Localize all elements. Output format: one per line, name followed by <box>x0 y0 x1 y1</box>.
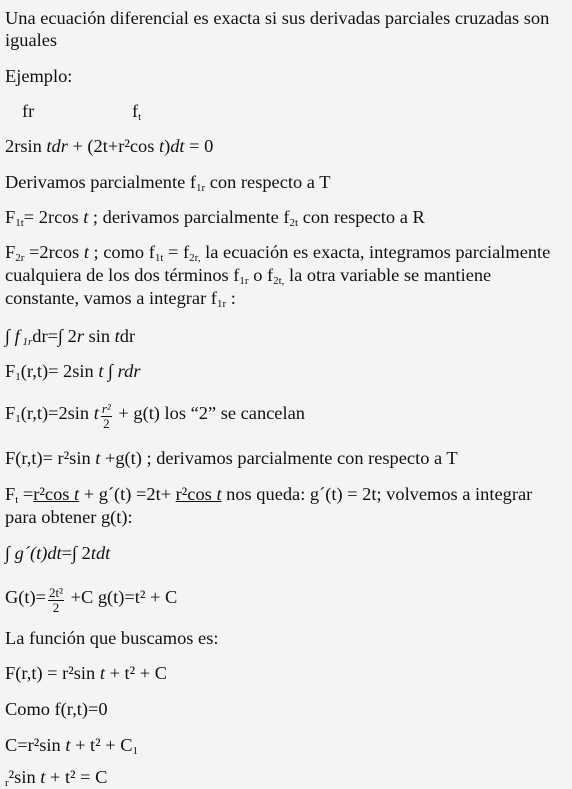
label-fr: fr <box>22 101 35 121</box>
line-derivamos-f1r: Derivamos parcialmente $f_{1r}$ con respecto a T <box>5 172 331 194</box>
line-final-equation: $_r$²sin t + t² = C <box>5 767 108 789</box>
paragraph-Ft: $F_t =r^2\cos$ t + g´(t) =2t+ r²cos t nos queda: g´(t) = 2t; volvemos a integrar para obtener g(t): <box>5 484 533 527</box>
line-Frt: F(r,t)= r²sin t +g(t) ; derivamos parcialmente con respecto a T <box>5 448 458 468</box>
integral-g: ∫ g´(t)dt=∫ 2tdt <box>5 543 111 563</box>
line-F-final: F(r,t) = r²sin t + t² + C <box>5 663 167 683</box>
integral-f1r: ∫ f $_{1r}$dr=∫ 2r sin tdr <box>5 326 136 348</box>
paragraph-f2r: $F_{2r} =2rcos$ t ; como $f_{1t} = f_{2r,}$ la ecuación es exacta, integramos parcialmente cualquiera de los dos términos $f_{1r}$ o $f_{2t,}$ la otra variable se mantiene constante, vamos a integrar $f_{1r}$ : <box>5 242 551 310</box>
ejemplo-heading: Ejemplo: <box>5 66 73 86</box>
label-ft: $f_t$ <box>132 101 142 123</box>
equation-main: 2rsin tdr + (2t+r²cos t)dt = 0 <box>5 136 214 156</box>
line-F1-integral: $F_1(r,t)= 2\sin$ t ∫ rdr <box>5 361 141 383</box>
paragraph-intro: Una ecuación diferencial es exacta si sus derivadas parciales cruzadas son iguales <box>5 8 550 50</box>
line-C: C=r²sin $t + t^2 + C_1$ <box>5 735 138 757</box>
line-Gt: G(t)= $\frac{\text{2t²}}{2}$ +C g(t)=t² + C <box>5 585 178 615</box>
line-funcion: La función que buscamos es: <box>5 628 219 648</box>
line-F1-result: $F_1(r,t)=2\sin$ t $\frac{\text{r²}}{2}$ + g(t) los “2” se cancelan <box>5 401 305 431</box>
line-f1t: $F_{1t}= 2rcos$ t ; derivamos parcialmente $f_{2t}$ con respecto a R <box>5 207 425 229</box>
fraction-r2-over-2: $\frac{\text{r²}}{2}$ <box>101 401 111 431</box>
line-como: Como f(r,t)=0 <box>5 699 108 719</box>
fraction-2t2-over-2: $\frac{\text{2t²}}{2}$ <box>49 585 64 615</box>
